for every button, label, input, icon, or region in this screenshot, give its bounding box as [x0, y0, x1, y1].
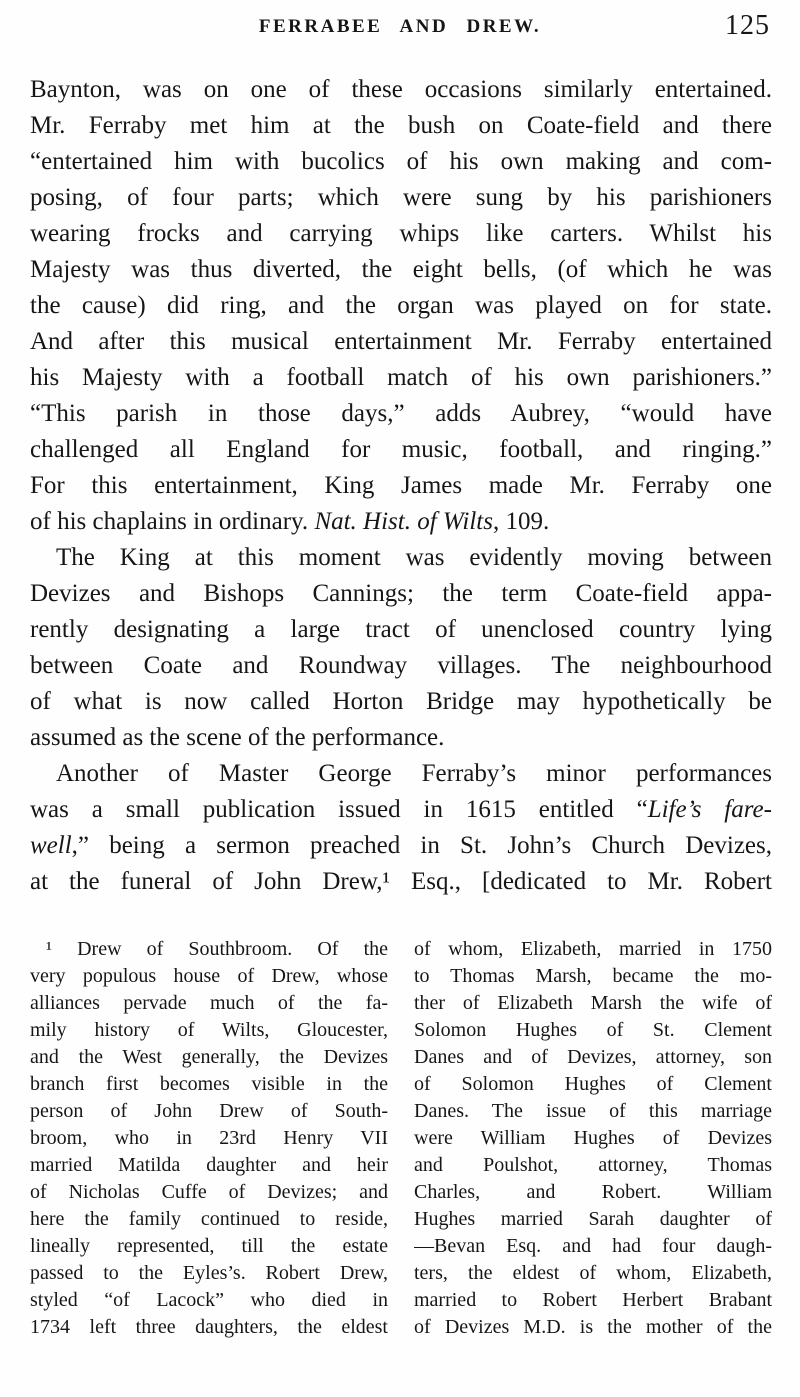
text-line: [30, 864, 772, 900]
text-line: [30, 1071, 388, 1098]
text-line: [30, 432, 772, 468]
text-segment: Another of Master George Ferraby’s minor performances: [56, 760, 772, 787]
text-line: [30, 1125, 388, 1152]
text-line: [414, 1017, 772, 1044]
text-line: [30, 144, 772, 180]
text-segment: wearing frocks and carrying whips like carters. Whilst his: [30, 220, 772, 247]
text-segment: of Devizes M.D. is the mother of the: [414, 1316, 772, 1338]
text-line: [414, 963, 772, 990]
text-line: [414, 936, 772, 963]
text-segment: ters, the eldest of whom, Elizabeth,: [414, 1262, 772, 1284]
italic-text: Nat. Hist. of Wilts: [314, 508, 493, 535]
text-line: [30, 468, 772, 504]
running-title: FERRABEE AND DREW.: [258, 16, 542, 37]
text-segment: the cause) did ring, and the organ was played on for state.: [30, 292, 772, 319]
text-segment: between Coate and Roundway villages. The neighbourhood: [30, 652, 772, 679]
text-line: [30, 1152, 388, 1179]
text-line: [30, 288, 772, 324]
text-line: [30, 324, 772, 360]
text-line: [30, 540, 772, 576]
text-segment: Charles, and Robert. William: [414, 1181, 772, 1203]
text-segment: ther of Elizabeth Marsh the wife of: [414, 992, 772, 1014]
text-line: [30, 936, 388, 963]
page-number: 125: [725, 10, 770, 41]
text-segment: was a small publication issued in 1615 entitled “: [30, 796, 648, 823]
text-line: [30, 1233, 388, 1260]
text-line: [30, 963, 388, 990]
text-line: [414, 1206, 772, 1233]
text-segment: at the funeral of John Drew,¹ Esq., [dedicated to Mr. Robert: [30, 868, 772, 895]
text-line: [414, 1098, 772, 1125]
text-segment: assumed as the scene of the performance.: [30, 724, 445, 751]
footnote-section: [30, 936, 772, 1341]
text-line: [414, 1152, 772, 1179]
text-line: [30, 504, 772, 540]
text-line: [30, 1314, 388, 1341]
text-line: [414, 1287, 772, 1314]
text-line: [30, 1098, 388, 1125]
text-segment: Danes and of Devizes, attorney, son: [414, 1046, 772, 1068]
text-segment: of Nicholas Cuffe of Devizes; and: [30, 1181, 388, 1203]
text-line: [30, 576, 772, 612]
text-segment: ,” being a sermon preached in St. John’s Church Devizes,: [71, 832, 772, 859]
text-line: [414, 1260, 772, 1287]
text-line: [414, 1125, 772, 1152]
text-segment: styled “of Lacock” who died in: [30, 1289, 388, 1311]
text-segment: married to Robert Herbert Brabant: [414, 1289, 772, 1311]
italic-text: well: [30, 832, 72, 859]
text-segment: to Thomas Marsh, became the mo-: [414, 965, 772, 987]
text-line: [30, 108, 772, 144]
text-line: [414, 1044, 772, 1071]
text-segment: , 109.: [492, 508, 550, 535]
text-segment: posing, of four parts; which were sung by his parishioners: [30, 184, 772, 211]
text-segment: —Bevan Esq. and had four daugh-: [414, 1235, 772, 1257]
text-line: [30, 1260, 388, 1287]
text-segment: 1734 left three daughters, the eldest: [30, 1316, 388, 1338]
text-segment: lineally represented, till the estate: [30, 1235, 388, 1257]
text-segment: challenged all England for music, football, and ringing.”: [30, 436, 772, 463]
text-segment: person of John Drew of South-: [30, 1100, 388, 1122]
footnote-column-right: [414, 936, 772, 1341]
text-line: [30, 360, 772, 396]
italic-text: Life’s fare-: [647, 796, 772, 823]
text-line: [414, 1071, 772, 1098]
text-segment: Hughes married Sarah daughter of: [414, 1208, 772, 1230]
text-segment: The King at this moment was evidently moving between: [56, 544, 772, 571]
text-segment: “entertained him with bucolics of his own making and com-: [30, 148, 772, 175]
text-segment: very populous house of Drew, whose: [30, 965, 388, 987]
main-text: [30, 72, 772, 900]
text-segment: passed to the Eyles’s. Robert Drew,: [30, 1262, 388, 1284]
text-segment: of what is now called Horton Bridge may hypothetically be: [30, 688, 772, 715]
text-line: [30, 720, 772, 756]
text-line: [30, 180, 772, 216]
text-line: [30, 252, 772, 288]
text-segment: and the West generally, the Devizes: [30, 1046, 388, 1068]
text-segment: Solomon Hughes of St. Clement: [414, 1019, 772, 1041]
text-segment: married Matilda daughter and heir: [30, 1154, 388, 1176]
text-line: [30, 216, 772, 252]
text-line: [30, 1179, 388, 1206]
text-segment: were William Hughes of Devizes: [414, 1127, 772, 1149]
text-line: [414, 1179, 772, 1206]
text-segment: of Solomon Hughes of Clement: [414, 1073, 772, 1095]
text-line: [414, 1233, 772, 1260]
text-line: [30, 1206, 388, 1233]
text-line: [30, 1044, 388, 1071]
text-line: [30, 72, 772, 108]
text-line: [30, 1017, 388, 1044]
text-segment: Majesty was thus diverted, the eight bells, (of which he was: [30, 256, 772, 283]
text-line: [30, 990, 388, 1017]
text-line: [30, 396, 772, 432]
text-segment: of whom, Elizabeth, married in 1750: [414, 938, 772, 960]
text-segment: Devizes and Bishops Cannings; the term Coate-field appa-: [30, 580, 772, 607]
page-header: [0, 0, 800, 48]
text-segment: broom, who in 23rd Henry VII: [30, 1127, 388, 1149]
text-segment: Baynton, was on one of these occasions similarly entertained.: [30, 76, 772, 103]
text-line: [30, 828, 772, 864]
text-segment: “This parish in those days,” adds Aubrey, “would have: [30, 400, 772, 427]
text-line: [30, 648, 772, 684]
text-segment: And after this musical entertainment Mr. Ferraby entertained: [30, 328, 772, 355]
text-segment: For this entertainment, King James made Mr. Ferraby one: [30, 472, 772, 499]
text-line: [414, 990, 772, 1017]
text-line: [30, 756, 772, 792]
text-segment: mily history of Wilts, Gloucester,: [30, 1019, 388, 1041]
text-line: [30, 1287, 388, 1314]
text-line: [30, 684, 772, 720]
text-segment: alliances pervade much of the fa-: [30, 992, 388, 1014]
footnote-column-left: [30, 936, 388, 1341]
text-segment: his Majesty with a football match of his own parishioners.”: [30, 364, 772, 391]
text-segment: Danes. The issue of this marriage: [414, 1100, 772, 1122]
text-line: [414, 1314, 772, 1341]
text-segment: branch first becomes visible in the: [30, 1073, 388, 1095]
text-line: [30, 612, 772, 648]
text-segment: rently designating a large tract of unenclosed country lying: [30, 616, 772, 643]
text-line: [30, 792, 772, 828]
text-segment: ¹ Drew of Southbroom. Of the: [46, 938, 388, 960]
text-segment: here the family continued to reside,: [30, 1208, 388, 1230]
text-segment: of his chaplains in ordinary.: [30, 508, 315, 535]
text-segment: and Poulshot, attorney, Thomas: [414, 1154, 772, 1176]
text-segment: Mr. Ferraby met him at the bush on Coate-field and there: [30, 112, 772, 139]
